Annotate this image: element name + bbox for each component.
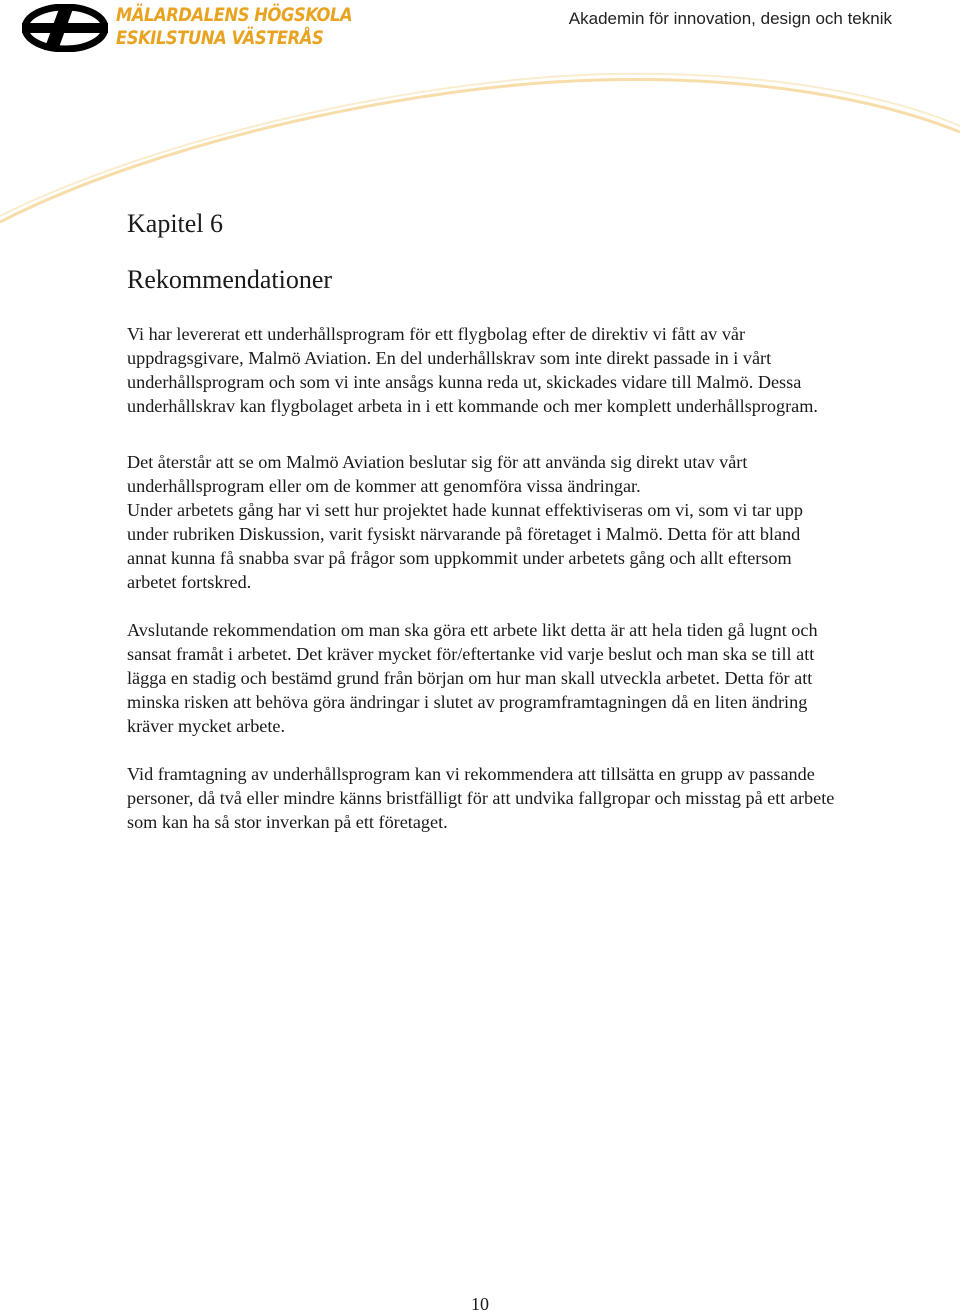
page-header <box>0 0 960 230</box>
university-logo-icon <box>22 4 108 52</box>
page-number: 10 <box>471 1294 489 1314</box>
logo-line-1: MÄLARDALENS HÖGSKOLA <box>116 4 353 26</box>
paragraph-5: Vid framtagning av underhållsprogram kan vi rekommendera att tillsätta en grupp av passande personer, då två eller mindre känns bristfälligt för att undvika fallgropar och misstag på ett arbete som kan ha så stor inverkan på ett företaget. <box>127 764 835 832</box>
page-content <box>127 206 842 834</box>
university-logo-wordmark <box>116 4 352 50</box>
chapter-heading: Kapitel 6 <box>127 209 224 238</box>
paragraph-2: Det återstår att se om Malmö Aviation beslutar sig för att använda sig direkt utav vårt underhållsprogram eller om de kommer att genomföra vissa ändringar. <box>127 452 748 496</box>
section-title: Rekommendationer <box>127 265 333 294</box>
paragraph-1: Vi har levererat ett underhållsprogram för ett flygbolag efter de direktiv vi fått av vår uppdragsgivare, Malmö Aviation. En del underhållskrav som inte direkt passade in i vårt underhållsprogram och som vi inte ansågs kunna reda ut, skickades vidare till Malmö. Dessa underhållskrav kan flygbolaget arbeta in i ett kommande och mer komplett underhållsprogram. <box>127 324 818 416</box>
academy-name: Akademin för innovation, design och teknik <box>568 9 892 28</box>
logo-line-2: ESKILSTUNA VÄSTERÅS <box>116 27 324 49</box>
paragraph-4: Avslutande rekommendation om man ska göra ett arbete likt detta är att hela tiden gå lugnt och sansat framåt i arbetet. Det kräver mycket för/eftertanke vid varje beslut och man ska se till att lägga en stadig och bestämd grund från början om hur man skall utveckla arbetet. Detta för att minska risken att behöva göra ändringar i slutet av programframtagningen då en liten ändring kräver mycket arbete. <box>127 620 818 736</box>
paragraph-3: Under arbetets gång har vi sett hur projektet hade kunnat effektiviseras om vi, som vi tar upp under rubriken Diskussion, varit fysiskt närvarande på företaget i Malmö. Detta för att bland annat kunna få snabba svar på frågor som uppkommit under arbetets gång och allt eftersom arbetet fortskred. <box>127 500 803 592</box>
